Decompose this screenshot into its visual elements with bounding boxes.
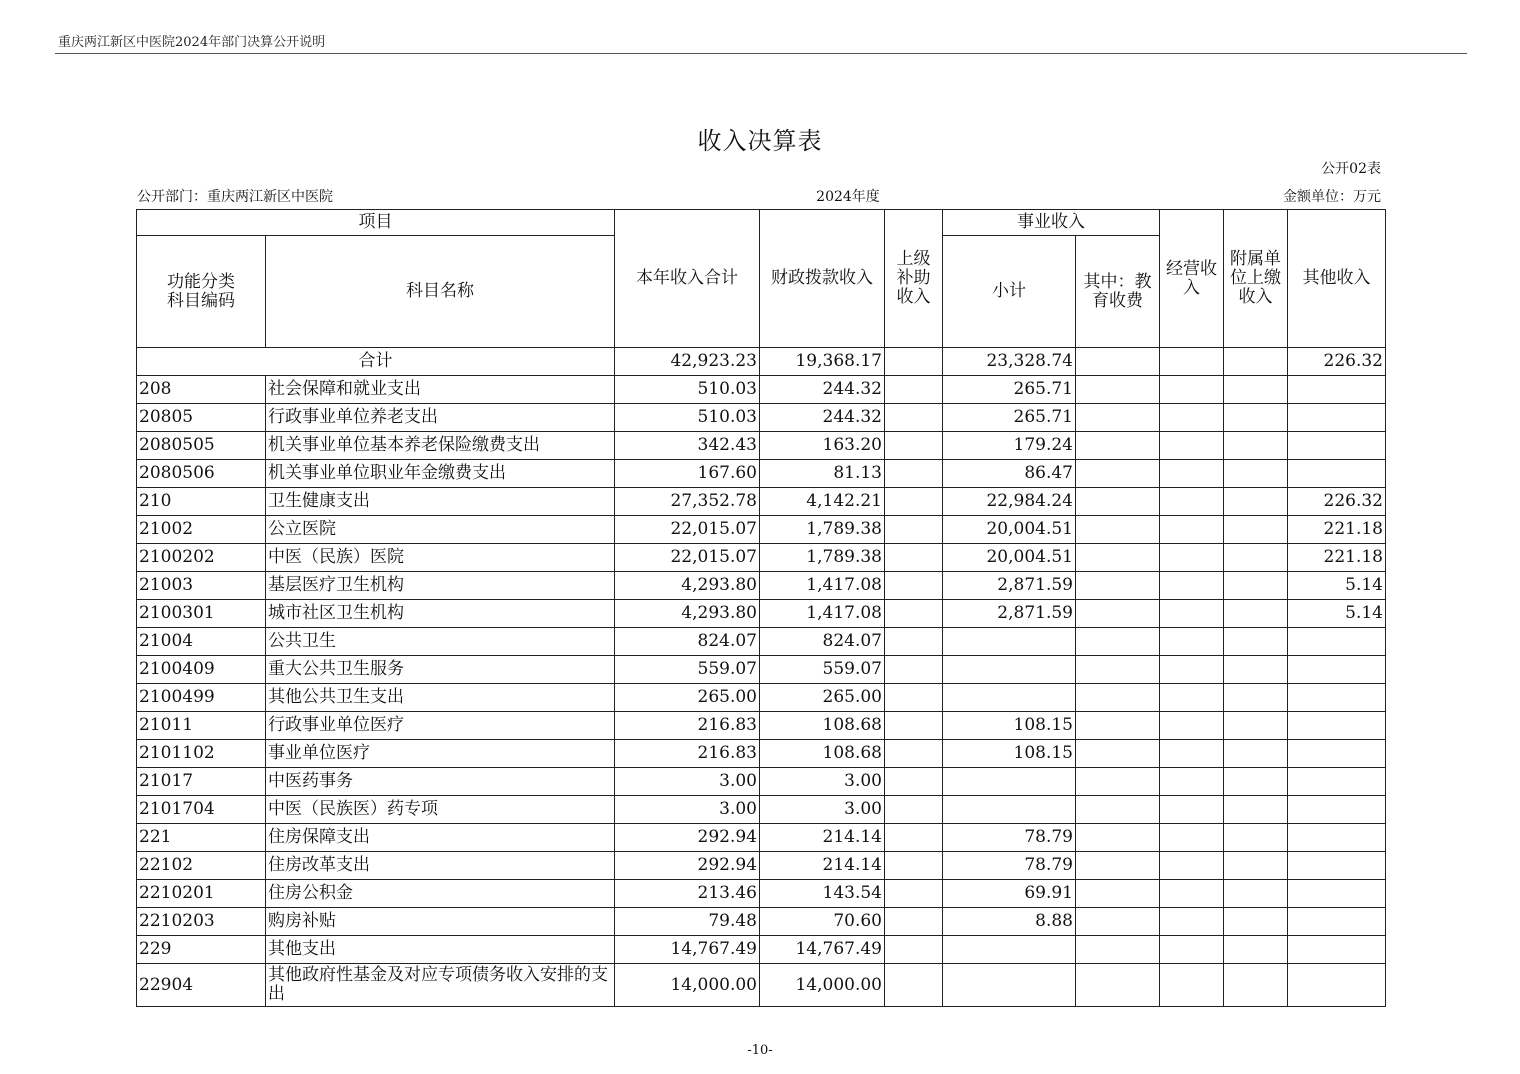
education-fees-cell [1076,824,1160,852]
code-cell: 2100202 [137,544,266,572]
affiliated-turnover-cell [1224,936,1288,964]
business-subtotal-cell: 2,871.59 [943,600,1076,628]
superior-subsidy-cell [885,712,943,740]
fiscal-appropriation-cell: 244.32 [760,404,885,432]
other-income-cell [1288,964,1386,1007]
code-cell: 21002 [137,516,266,544]
superior-subsidy-cell [885,964,943,1007]
education-fees-cell [1076,376,1160,404]
affiliated-turnover-cell [1224,404,1288,432]
superior-subsidy-cell [885,376,943,404]
superior-subsidy-cell [885,488,943,516]
name-cell: 行政事业单位医疗 [266,712,615,740]
affiliated-turnover-cell [1224,628,1288,656]
superior-subsidy-cell [885,404,943,432]
total-income-cell: 14,000.00 [615,964,760,1007]
education-fees-cell [1076,516,1160,544]
name-cell: 事业单位医疗 [266,740,615,768]
superior-subsidy-cell [885,572,943,600]
table-row [137,488,1386,516]
col-header-superior-subsidy [885,210,943,348]
business-subtotal-cell: 179.24 [943,432,1076,460]
col-header-fiscal-appropriation: 财政拨款收入 [760,210,885,348]
table-row [137,936,1386,964]
total-income-cell: 167.60 [615,460,760,488]
total-other-cell: 226.32 [1288,348,1386,376]
education-fees-cell [1076,404,1160,432]
table-row [137,880,1386,908]
operating-income-cell [1160,880,1224,908]
operating-income-cell [1160,488,1224,516]
table-row [137,768,1386,796]
name-cell: 中医药事务 [266,768,615,796]
page-title: 收入决算表 [697,127,823,155]
fiscal-appropriation-cell: 214.14 [760,852,885,880]
affiliated-turnover-cell [1224,656,1288,684]
name-cell: 卫生健康支出 [266,488,615,516]
superior-subsidy-cell [885,600,943,628]
business-subtotal-cell [943,768,1076,796]
fiscal-year-label: 2024年度 [816,189,880,205]
affiliated-turnover-cell [1224,908,1288,936]
code-cell: 22102 [137,852,266,880]
code-cell: 2100499 [137,684,266,712]
total-income-cell: 14,767.49 [615,936,760,964]
education-fees-cell [1076,432,1160,460]
table-row [137,684,1386,712]
operating-income-cell [1160,712,1224,740]
operating-income-cell [1160,544,1224,572]
superior-subsidy-cell [885,656,943,684]
operating-income-cell [1160,740,1224,768]
total-row [137,348,1386,376]
education-fees-cell [1076,852,1160,880]
total-income-cell: 22,015.07 [615,516,760,544]
total-income-cell: 510.03 [615,376,760,404]
operating-income-cell [1160,460,1224,488]
total-income-cell: 510.03 [615,404,760,432]
name-cell: 机关事业单位基本养老保险缴费支出 [266,432,615,460]
business-subtotal-cell: 22,984.24 [943,488,1076,516]
education-fees-cell [1076,628,1160,656]
education-fees-cell [1076,572,1160,600]
fiscal-appropriation-cell: 214.14 [760,824,885,852]
header-divider [55,53,1467,54]
code-cell: 2100301 [137,600,266,628]
fiscal-appropriation-cell: 824.07 [760,628,885,656]
other-income-cell [1288,740,1386,768]
name-cell: 中医（民族）医院 [266,544,615,572]
fiscal-appropriation-cell: 559.07 [760,656,885,684]
operating-income-cell [1160,628,1224,656]
other-income-cell [1288,432,1386,460]
other-income-cell: 221.18 [1288,516,1386,544]
superior-subsidy-cell [885,908,943,936]
table-row [137,460,1386,488]
education-fees-cell [1076,488,1160,516]
name-cell: 其他政府性基金及对应专项债务收入安排的支出 [266,964,615,1007]
code-cell: 21017 [137,768,266,796]
name-cell: 社会保障和就业支出 [266,376,615,404]
business-subtotal-cell: 265.71 [943,404,1076,432]
table-row [137,404,1386,432]
table-row [137,600,1386,628]
code-cell: 210 [137,488,266,516]
table-row [137,824,1386,852]
total-operating-cell [1160,348,1224,376]
affiliated-turnover-cell [1224,376,1288,404]
col-header-project: 项目 [137,210,615,236]
name-cell: 其他公共卫生支出 [266,684,615,712]
business-subtotal-cell: 2,871.59 [943,572,1076,600]
business-subtotal-cell [943,628,1076,656]
fiscal-appropriation-cell: 3.00 [760,768,885,796]
total-income-cell: 342.43 [615,432,760,460]
name-cell: 住房公积金 [266,880,615,908]
superior-subsidy-cell [885,740,943,768]
other-income-cell [1288,936,1386,964]
col-header-superior-subsidy-text: 上级 补助 收入 [896,249,931,307]
col-header-func-code [137,236,266,348]
name-cell: 购房补贴 [266,908,615,936]
business-subtotal-cell: 69.91 [943,880,1076,908]
affiliated-turnover-cell [1224,740,1288,768]
col-header-total-income: 本年收入合计 [615,210,760,348]
total-income-cell: 213.46 [615,880,760,908]
total-label: 合计 [137,348,615,376]
col-header-affiliated-turnover [1224,210,1288,348]
total-edu-cell [1076,348,1160,376]
business-subtotal-cell [943,936,1076,964]
fiscal-appropriation-cell: 1,417.08 [760,572,885,600]
superior-subsidy-cell [885,432,943,460]
operating-income-cell [1160,572,1224,600]
operating-income-cell [1160,404,1224,432]
name-cell: 机关事业单位职业年金缴费支出 [266,460,615,488]
code-cell: 21003 [137,572,266,600]
affiliated-turnover-cell [1224,964,1288,1007]
other-income-cell [1288,852,1386,880]
income-final-accounts-table [136,209,1386,1007]
code-cell: 2101704 [137,796,266,824]
total-income-cell: 292.94 [615,824,760,852]
fiscal-appropriation-cell: 70.60 [760,908,885,936]
superior-subsidy-cell [885,516,943,544]
other-income-cell [1288,712,1386,740]
business-subtotal-cell: 20,004.51 [943,516,1076,544]
fiscal-appropriation-cell: 244.32 [760,376,885,404]
total-income-cell: 292.94 [615,852,760,880]
fiscal-appropriation-cell: 1,789.38 [760,544,885,572]
code-cell: 2210203 [137,908,266,936]
education-fees-cell [1076,936,1160,964]
total-fiscal-cell: 19,368.17 [760,348,885,376]
affiliated-turnover-cell [1224,712,1288,740]
total-subtotal-cell: 23,328.74 [943,348,1076,376]
total-income-cell: 216.83 [615,740,760,768]
name-cell: 公共卫生 [266,628,615,656]
fiscal-appropriation-cell: 1,789.38 [760,516,885,544]
education-fees-cell [1076,600,1160,628]
table-row [137,376,1386,404]
affiliated-turnover-cell [1224,852,1288,880]
operating-income-cell [1160,796,1224,824]
fiscal-appropriation-cell: 14,000.00 [760,964,885,1007]
education-fees-cell [1076,796,1160,824]
name-cell: 行政事业单位养老支出 [266,404,615,432]
running-header-title: 重庆两江新区中医院2024年部门决算公开说明 [58,35,326,50]
superior-subsidy-cell [885,824,943,852]
total-income-cell: 3.00 [615,768,760,796]
table-row [137,908,1386,936]
education-fees-cell [1076,964,1160,1007]
business-subtotal-cell: 108.15 [943,740,1076,768]
operating-income-cell [1160,908,1224,936]
department-label: 公开部门：重庆两江新区中医院 [137,189,333,205]
code-cell: 21011 [137,712,266,740]
operating-income-cell [1160,432,1224,460]
table-row [137,432,1386,460]
total-income-cell: 22,015.07 [615,544,760,572]
superior-subsidy-cell [885,880,943,908]
education-fees-cell [1076,684,1160,712]
other-income-cell [1288,796,1386,824]
table-row [137,628,1386,656]
affiliated-turnover-cell [1224,460,1288,488]
table-row [137,712,1386,740]
other-income-cell [1288,460,1386,488]
other-income-cell [1288,376,1386,404]
affiliated-turnover-cell [1224,544,1288,572]
affiliated-turnover-cell [1224,796,1288,824]
code-cell: 2210201 [137,880,266,908]
affiliated-turnover-cell [1224,432,1288,460]
other-income-cell [1288,908,1386,936]
operating-income-cell [1160,936,1224,964]
code-cell: 2100409 [137,656,266,684]
code-cell: 21004 [137,628,266,656]
operating-income-cell [1160,852,1224,880]
fiscal-appropriation-cell: 81.13 [760,460,885,488]
total-income-cell: 824.07 [615,628,760,656]
code-cell: 2080506 [137,460,266,488]
business-subtotal-cell: 265.71 [943,376,1076,404]
table-row [137,544,1386,572]
total-income-cell: 79.48 [615,908,760,936]
total-income-cell: 4,293.80 [615,600,760,628]
affiliated-turnover-cell [1224,684,1288,712]
code-cell: 229 [137,936,266,964]
operating-income-cell [1160,600,1224,628]
fiscal-appropriation-cell: 108.68 [760,740,885,768]
education-fees-cell [1076,908,1160,936]
col-header-other-income: 其他收入 [1288,210,1386,348]
business-subtotal-cell: 78.79 [943,852,1076,880]
name-cell: 住房保障支出 [266,824,615,852]
header-row-top [137,210,1386,236]
fiscal-appropriation-cell: 14,767.49 [760,936,885,964]
table-row [137,796,1386,824]
education-fees-cell [1076,740,1160,768]
superior-subsidy-cell [885,628,943,656]
operating-income-cell [1160,516,1224,544]
total-income-cell: 27,352.78 [615,488,760,516]
code-cell: 22904 [137,964,266,1007]
table-meta [137,186,1381,206]
code-cell: 20805 [137,404,266,432]
other-income-cell [1288,880,1386,908]
business-subtotal-cell [943,684,1076,712]
business-subtotal-cell: 20,004.51 [943,544,1076,572]
name-cell: 中医（民族医）药专项 [266,796,615,824]
affiliated-turnover-cell [1224,824,1288,852]
table-row [137,852,1386,880]
fiscal-appropriation-cell: 143.54 [760,880,885,908]
superior-subsidy-cell [885,852,943,880]
superior-subsidy-cell [885,936,943,964]
name-cell: 公立医院 [266,516,615,544]
superior-subsidy-cell [885,544,943,572]
table-row [137,964,1386,1007]
total-income-cell: 216.83 [615,712,760,740]
other-income-cell [1288,824,1386,852]
other-income-cell [1288,628,1386,656]
other-income-cell: 5.14 [1288,572,1386,600]
operating-income-cell [1160,376,1224,404]
business-subtotal-cell: 8.88 [943,908,1076,936]
col-header-business-income: 事业收入 [943,210,1160,236]
operating-income-cell [1160,768,1224,796]
total-income-cell: 42,923.23 [615,348,760,376]
total-affiliated-cell [1224,348,1288,376]
table-row [137,740,1386,768]
code-cell: 221 [137,824,266,852]
total-income-cell: 4,293.80 [615,572,760,600]
table-row [137,572,1386,600]
fiscal-appropriation-cell: 163.20 [760,432,885,460]
fiscal-appropriation-cell: 3.00 [760,796,885,824]
other-income-cell [1288,684,1386,712]
col-header-affiliated-turnover-text: 附属单 位上缴 收入 [1230,249,1281,307]
affiliated-turnover-cell [1224,572,1288,600]
superior-subsidy-cell [885,460,943,488]
business-subtotal-cell [943,964,1076,1007]
other-income-cell: 5.14 [1288,600,1386,628]
other-income-cell: 226.32 [1288,488,1386,516]
amount-unit-label: 金额单位：万元 [1283,189,1381,205]
total-superior-cell [885,348,943,376]
affiliated-turnover-cell [1224,768,1288,796]
operating-income-cell [1160,964,1224,1007]
operating-income-cell [1160,824,1224,852]
superior-subsidy-cell [885,796,943,824]
education-fees-cell [1076,768,1160,796]
total-income-cell: 265.00 [615,684,760,712]
superior-subsidy-cell [885,684,943,712]
col-header-func-code-text: 功能分类 科目编码 [167,271,235,311]
name-cell: 重大公共卫生服务 [266,656,615,684]
business-subtotal-cell: 108.15 [943,712,1076,740]
name-cell: 其他支出 [266,936,615,964]
education-fees-cell [1076,460,1160,488]
col-header-operating-income [1160,210,1224,348]
col-header-subtotal: 小计 [943,236,1076,348]
total-income-cell: 559.07 [615,656,760,684]
education-fees-cell [1076,880,1160,908]
education-fees-cell [1076,544,1160,572]
fiscal-appropriation-cell: 1,417.08 [760,600,885,628]
affiliated-turnover-cell [1224,880,1288,908]
code-cell: 208 [137,376,266,404]
fiscal-appropriation-cell: 265.00 [760,684,885,712]
affiliated-turnover-cell [1224,488,1288,516]
fiscal-appropriation-cell: 4,142.21 [760,488,885,516]
superior-subsidy-cell [885,768,943,796]
total-income-cell: 3.00 [615,796,760,824]
col-header-subject-name: 科目名称 [266,236,615,348]
business-subtotal-cell [943,796,1076,824]
code-cell: 2101102 [137,740,266,768]
name-cell: 住房改革支出 [266,852,615,880]
operating-income-cell [1160,684,1224,712]
other-income-cell [1288,404,1386,432]
operating-income-cell [1160,656,1224,684]
col-header-operating-income-text: 经营收 入 [1166,258,1217,298]
education-fees-cell [1076,656,1160,684]
table-code: 公开02表 [1321,161,1381,177]
other-income-cell [1288,768,1386,796]
business-subtotal-cell [943,656,1076,684]
business-subtotal-cell: 86.47 [943,460,1076,488]
fiscal-appropriation-cell: 108.68 [760,712,885,740]
table-row [137,516,1386,544]
name-cell: 基层医疗卫生机构 [266,572,615,600]
code-cell: 2080505 [137,432,266,460]
name-cell: 城市社区卫生机构 [266,600,615,628]
page-number: -10- [747,1043,773,1058]
other-income-cell [1288,656,1386,684]
affiliated-turnover-cell [1224,600,1288,628]
affiliated-turnover-cell [1224,516,1288,544]
table-row [137,656,1386,684]
col-header-education-fees [1076,236,1160,348]
other-income-cell: 221.18 [1288,544,1386,572]
education-fees-cell [1076,712,1160,740]
col-header-education-fees-text: 其中：教 育收费 [1083,271,1152,311]
business-subtotal-cell: 78.79 [943,824,1076,852]
